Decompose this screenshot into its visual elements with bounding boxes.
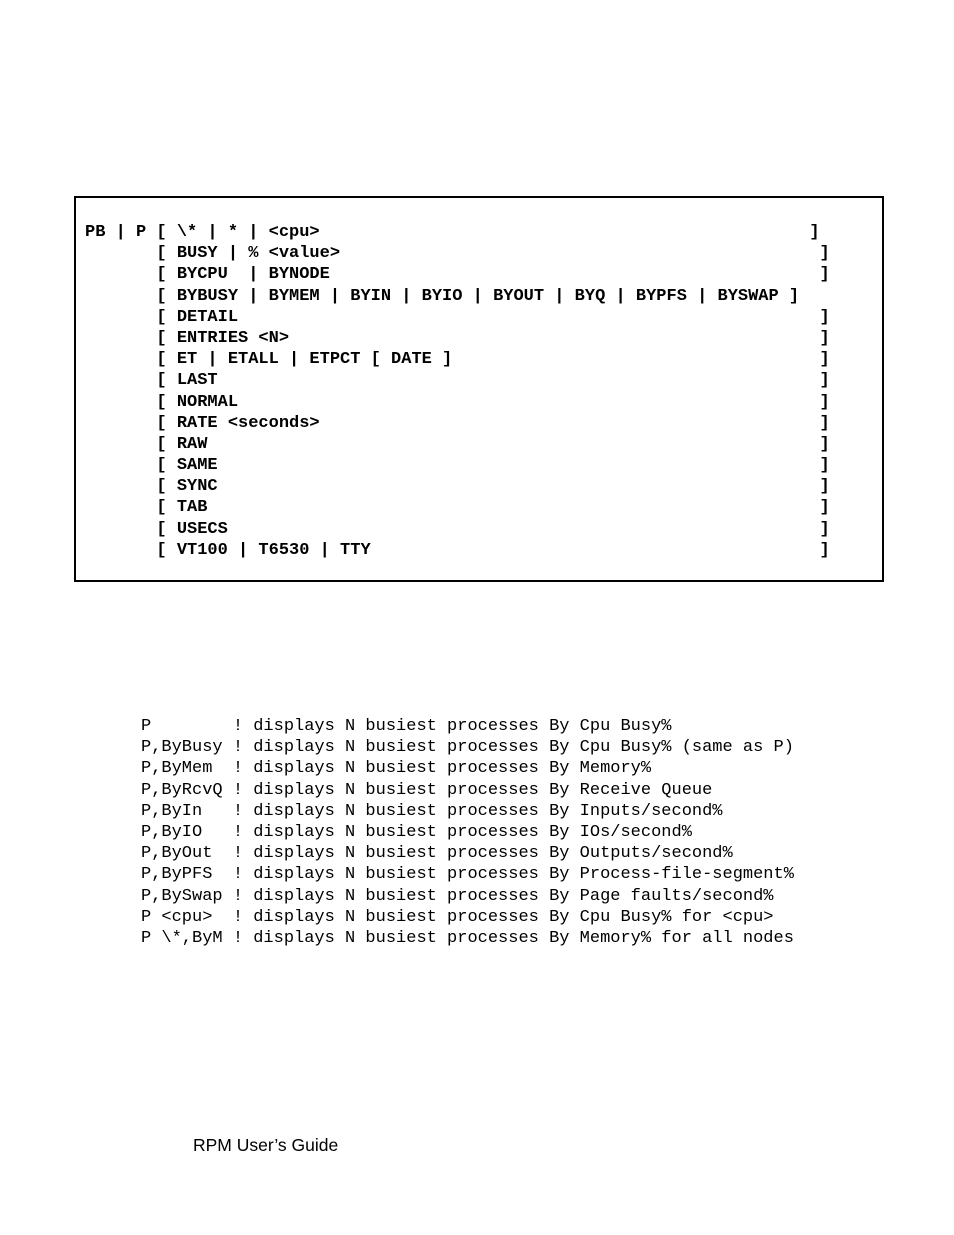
example-line: P,ByOut ! displays N busiest processes By Outputs/second% xyxy=(141,844,733,864)
example-line: P ! displays N busiest processes By Cpu Busy% xyxy=(141,717,672,736)
page-footer: RPM User’s Guide xyxy=(193,1135,339,1155)
example-line: P <cpu> ! displays N busiest processes By Cpu Busy% for <cpu> xyxy=(141,907,774,927)
syntax-line: [ LAST ] xyxy=(85,371,830,391)
command-syntax xyxy=(85,222,830,561)
syntax-line: [ USECS ] xyxy=(85,519,830,539)
example-line: P,BySwap ! displays N busiest processes By Page faults/second% xyxy=(141,886,774,906)
syntax-line: [ ENTRIES <N> ] xyxy=(85,328,830,348)
syntax-line: [ BUSY | % <value> ] xyxy=(85,244,830,264)
example-line: P,ByIO ! displays N busiest processes By IOs/second% xyxy=(141,822,692,842)
syntax-line: [ RAW ] xyxy=(85,434,830,454)
syntax-line: [ SAME ] xyxy=(85,456,830,476)
syntax-line: [ RATE <seconds> ] xyxy=(85,413,830,433)
example-line: P,ByBusy ! displays N busiest processes By Cpu Busy% (same as P) xyxy=(141,738,794,758)
syntax-line: [ DETAIL ] xyxy=(85,307,830,327)
syntax-line: [ NORMAL ] xyxy=(85,392,830,412)
syntax-line: [ VT100 | T6530 | TTY ] xyxy=(85,540,830,560)
syntax-line: [ SYNC ] xyxy=(85,477,830,497)
example-line: P,ByRcvQ ! displays N busiest processes By Receive Queue xyxy=(141,780,713,800)
examples-block xyxy=(141,716,794,949)
syntax-line: [ TAB ] xyxy=(85,498,830,518)
example-line: P,ByMem ! displays N busiest processes By Memory% xyxy=(141,759,652,779)
syntax-line: [ ET | ETALL | ETPCT [ DATE ] ] xyxy=(85,350,830,370)
example-line: P,ByIn ! displays N busiest processes By Inputs/second% xyxy=(141,801,723,821)
example-line: P,ByPFS ! displays N busiest processes By Process-file-segment% xyxy=(141,865,794,885)
syntax-line: [ BYCPU | BYNODE ] xyxy=(85,265,830,285)
syntax-line: PB | P [ \* | * | <cpu> ] xyxy=(85,223,820,242)
syntax-line: [ BYBUSY | BYMEM | BYIN | BYIO | BYOUT | BYQ | BYPFS | BYSWAP ] xyxy=(85,286,800,306)
example-line: P \*,ByM ! displays N busiest processes By Memory% for all nodes xyxy=(141,928,794,948)
